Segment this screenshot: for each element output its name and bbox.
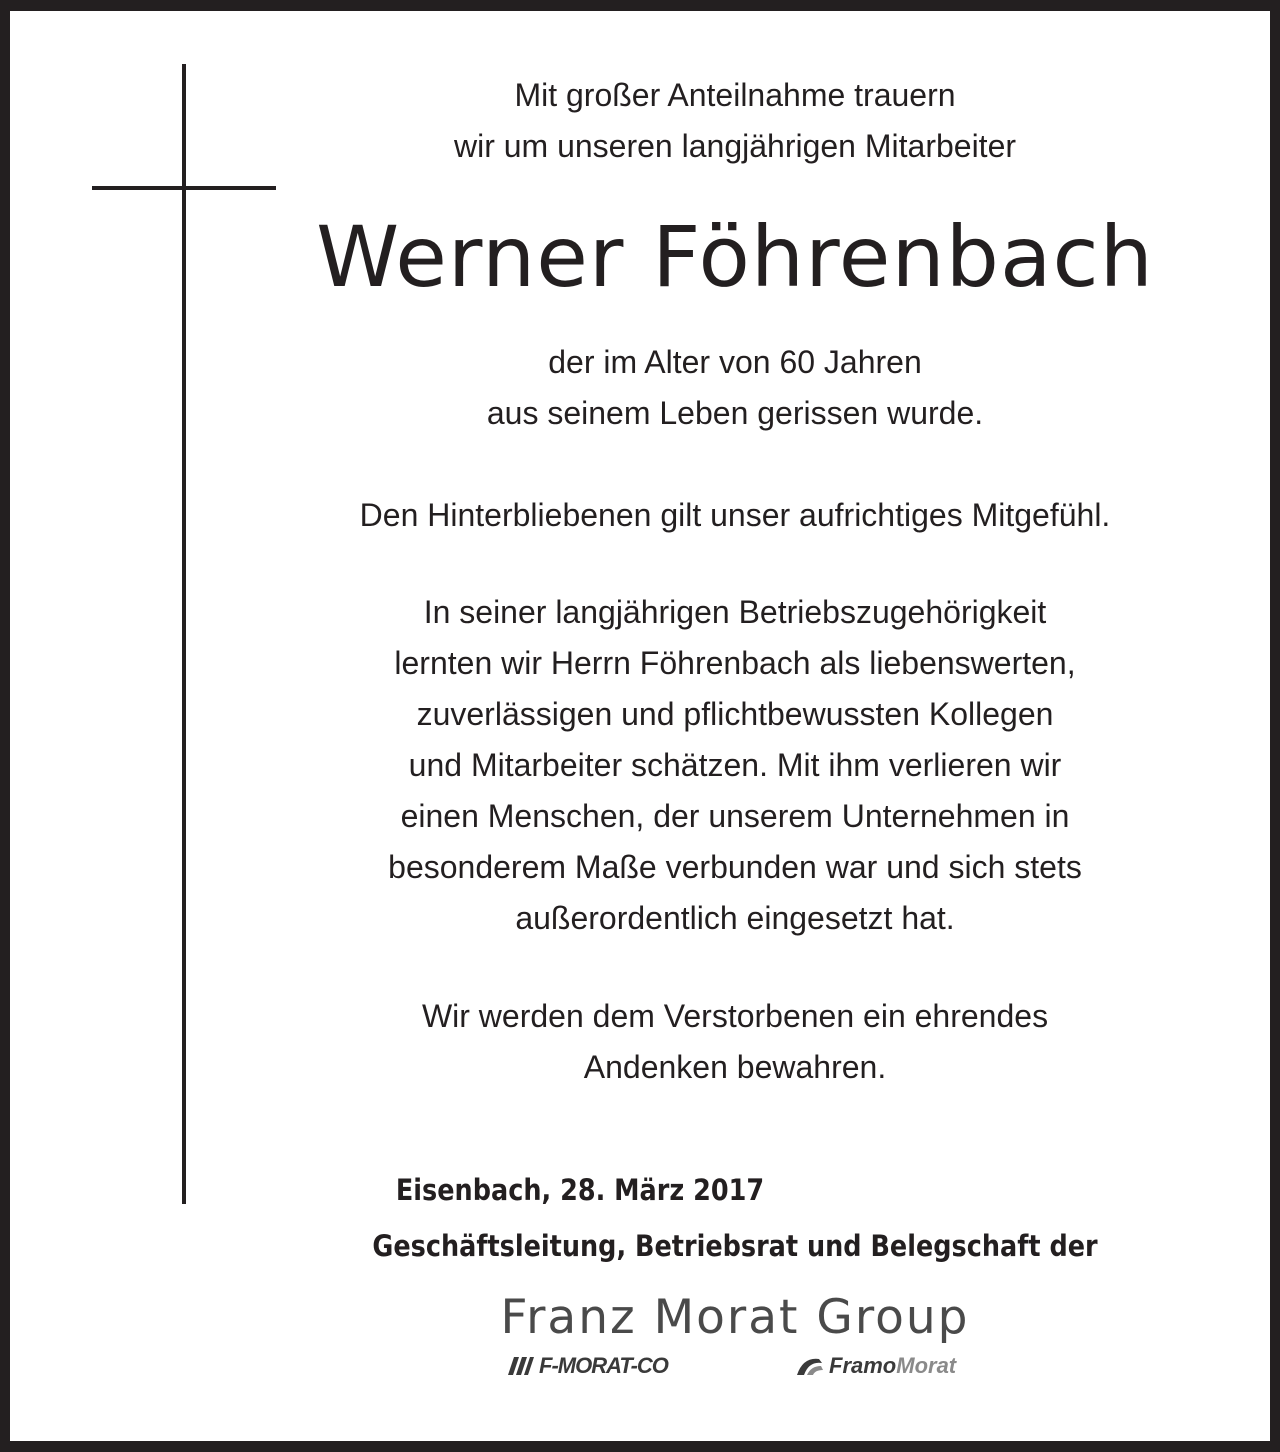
morat-logo-text: Morat (896, 1353, 957, 1378)
remembrance-line-2: Andenken bewahren. (583, 1049, 887, 1085)
signatories: Geschäftsleitung, Betriebsrat und Belegschaft der (372, 1229, 1098, 1263)
framo-morat-logo (795, 1349, 956, 1383)
remembrance-text (280, 991, 1190, 1093)
tribute-line: zuverlässigen und pflichtbewussten Kollegen (416, 696, 1054, 732)
tribute-line: lernten wir Herrn Föhrenbach als liebenswerten, (394, 645, 1076, 681)
age-line-2: aus seinem Leben gerissen wurde. (486, 395, 984, 431)
tribute-line: und Mitarbeiter schätzen. Mit ihm verlieren wir (408, 747, 1062, 783)
intro-line-2: wir um unseren langjährigen Mitarbeiter (453, 128, 1017, 164)
tribute-line: einen Menschen, der unserem Unternehmen in (400, 798, 1070, 834)
cross-vertical-bar (182, 64, 186, 1204)
f-morat-co-logo (505, 1349, 668, 1383)
intro-text (280, 70, 1190, 172)
age-text (280, 337, 1190, 439)
company-logos (505, 1349, 975, 1383)
tribute-line: außerordentlich eingesetzt hat. (515, 900, 955, 936)
age-line-1: der im Alter von 60 Jahren (548, 344, 922, 380)
f-morat-co-logo-text: F-MORAT-CO (539, 1353, 668, 1378)
intro-line-1: Mit großer Anteilnahme trauern (514, 77, 956, 113)
tribute-paragraph (280, 587, 1190, 944)
framo-logo-text: Framo (829, 1353, 897, 1378)
tribute-line: In seiner langjährigen Betriebszugehörigkeit (423, 594, 1047, 630)
condolence-text: Den Hinterbliebenen gilt unser aufrichtiges Mitgefühl. (359, 497, 1111, 533)
framo-morat-emblem-icon (795, 1355, 825, 1377)
cross-horizontal-bar (92, 186, 276, 190)
f-morat-co-emblem-icon (505, 1353, 535, 1379)
tribute-line: besonderem Maße verbunden war und sich stets (388, 849, 1082, 885)
remembrance-line-1: Wir werden dem Verstorbenen ein ehrendes (421, 998, 1049, 1034)
deceased-name: Werner Föhrenbach (316, 208, 1154, 306)
company-group-name: Franz Morat Group (500, 1290, 970, 1345)
place-date: Eisenbach, 28. März 2017 (395, 1173, 765, 1207)
